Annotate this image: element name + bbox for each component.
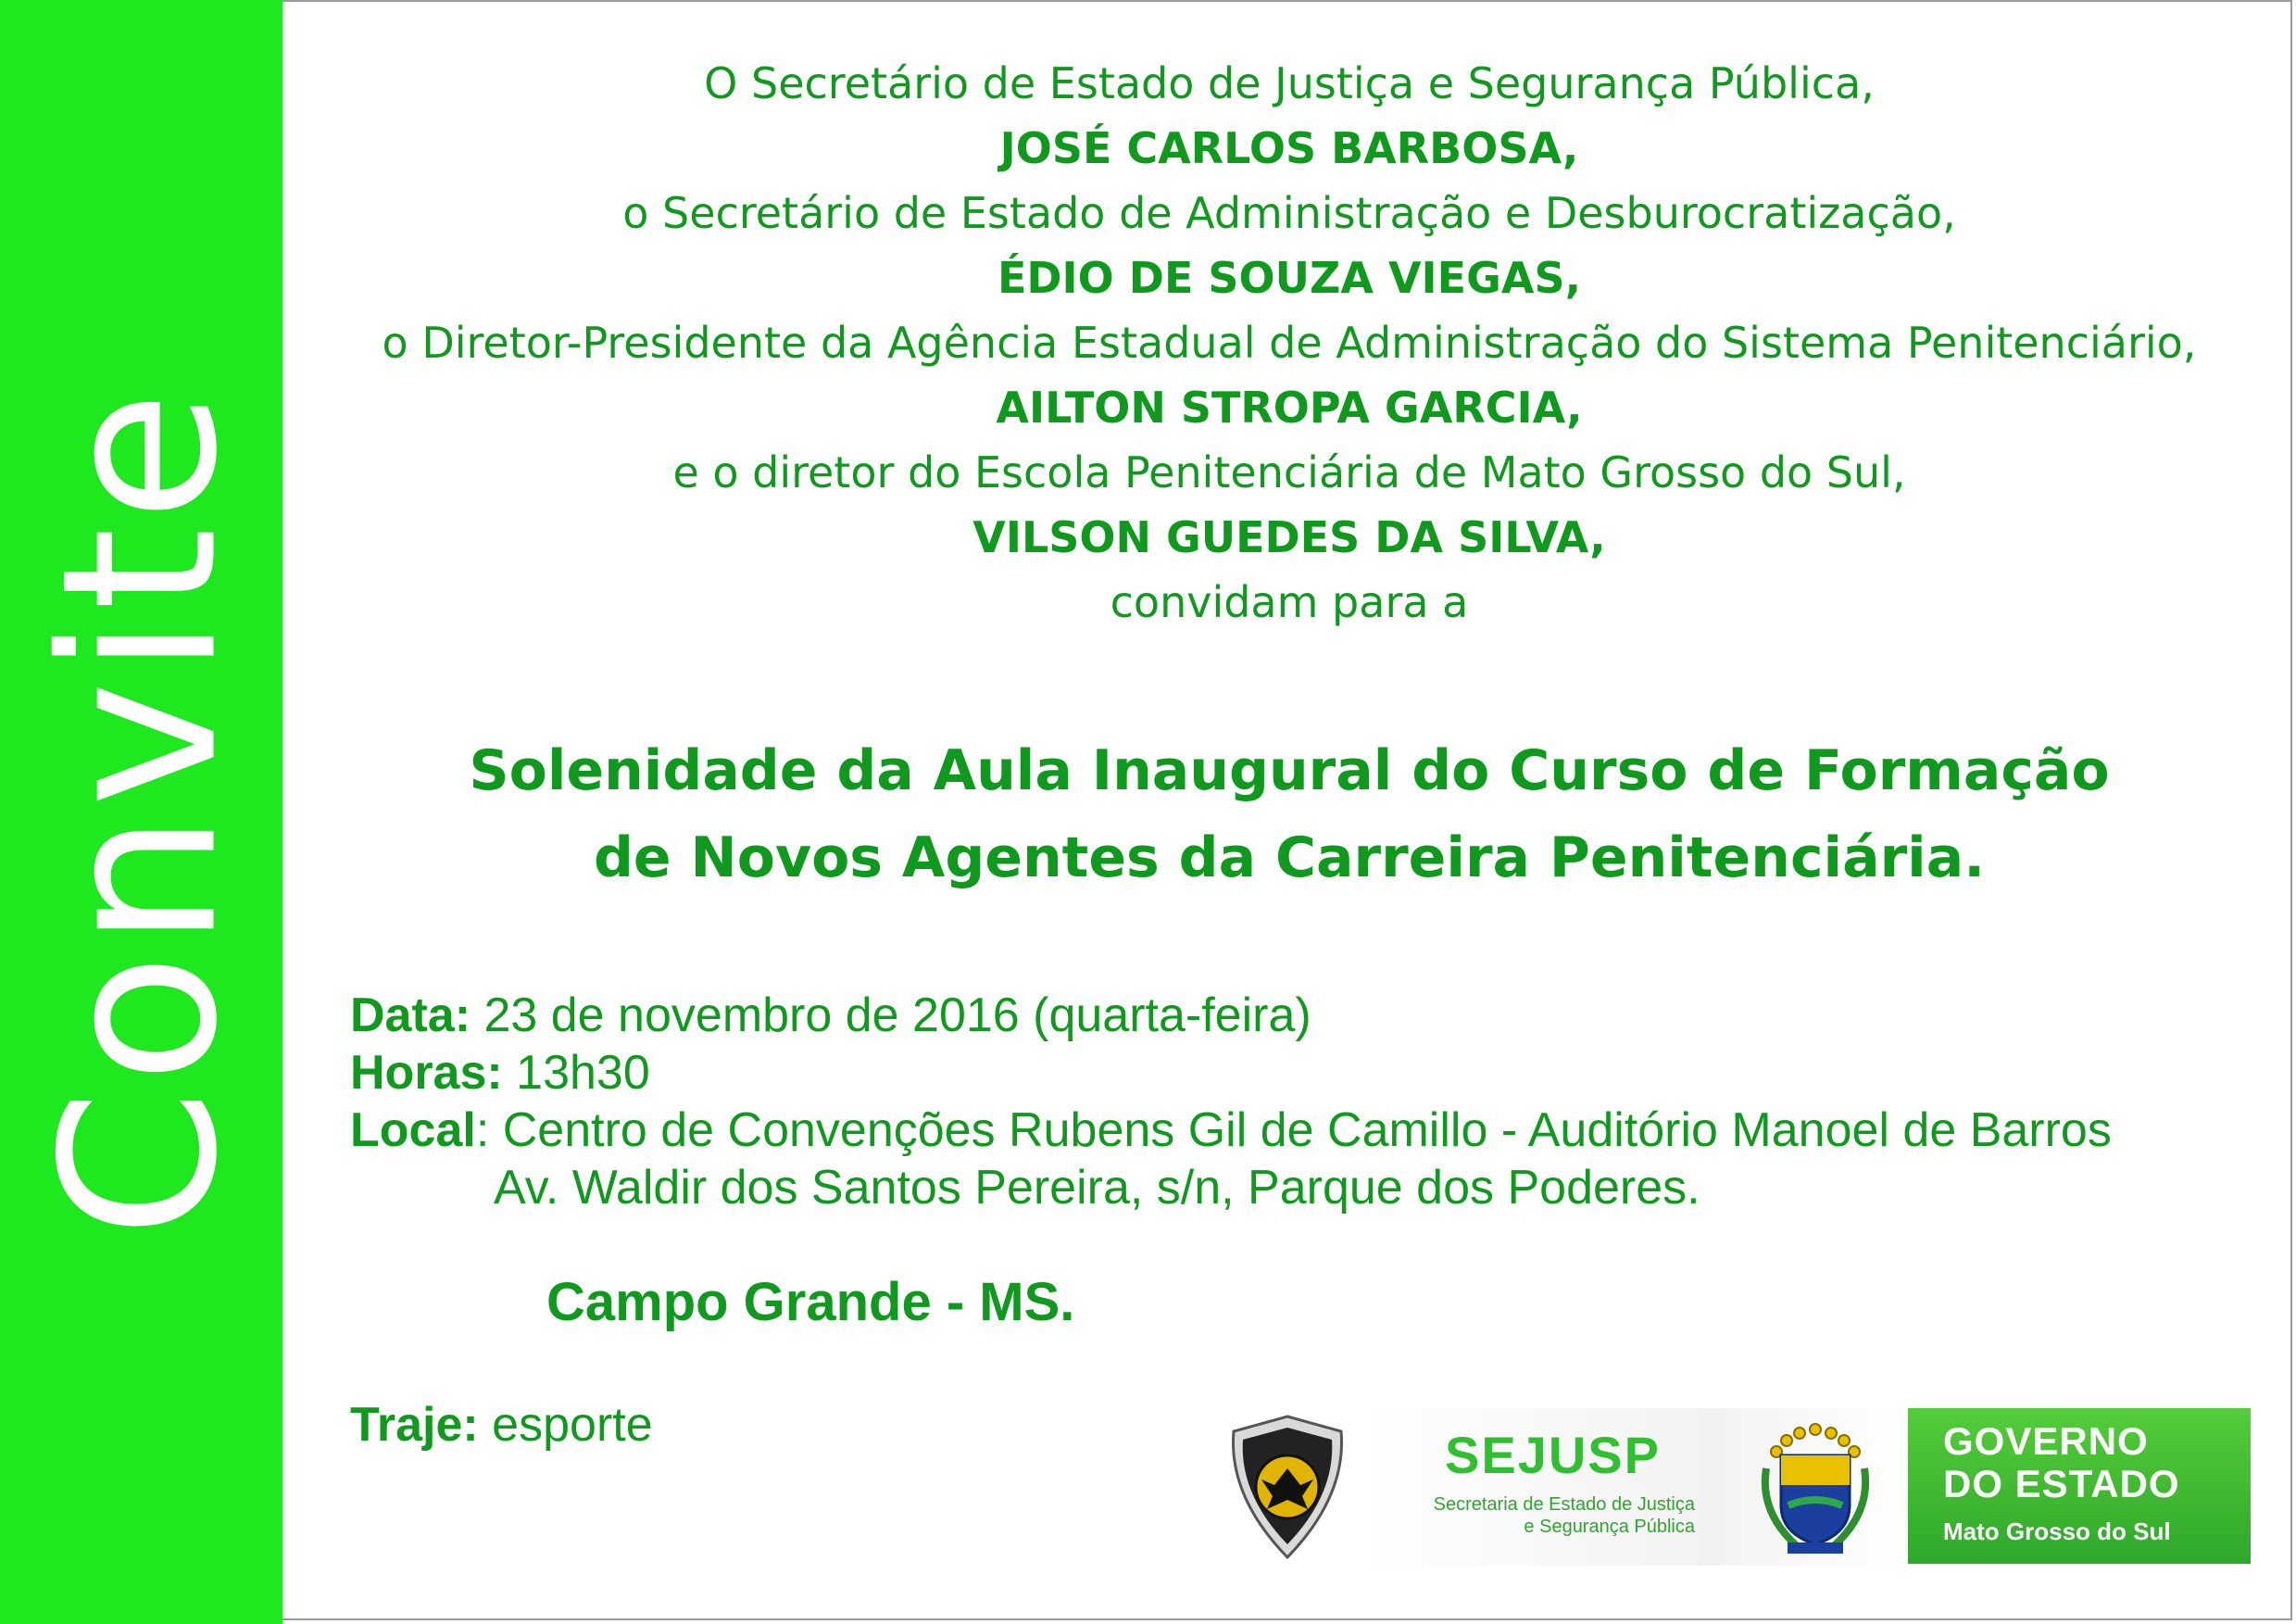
date-row: [350, 987, 2112, 1044]
dress-label: Traje:: [350, 1398, 479, 1452]
address: Av. Waldir dos Santos Pereira, s/n, Parque dos Poderes.: [494, 1161, 1700, 1215]
side-title: Convite: [17, 384, 265, 1239]
time-value: 13h30: [502, 1046, 650, 1100]
intro-name: ÉDIO DE SOUZA VIEGAS,: [997, 253, 1582, 303]
time-label: Horas:: [350, 1046, 503, 1100]
sejusp-name: SEJUSP: [1445, 1426, 1661, 1484]
logo-strip: [1223, 1408, 2251, 1566]
intro-line: O Secretário de Estado de Justiça e Segurança Pública,: [704, 58, 1875, 108]
place-label: Local: [350, 1103, 476, 1157]
governo-line: GOVERNO: [1943, 1419, 2149, 1463]
place-value: : Centro de Convenções Rubens Gil de Camillo - Auditório Manoel de Barros: [475, 1103, 2112, 1157]
intro-line: o Diretor-Presidente da Agência Estadual de Administração do Sistema Penitenciário,: [382, 318, 2197, 368]
event-title-line: de Novos Agentes da Carreira Penitenciária.: [593, 825, 1986, 890]
sejusp-subtitle-line: e Segurança Pública: [1524, 1517, 1695, 1537]
sejusp-subtitle-line: Secretaria de Estado de Justiça: [1433, 1494, 1695, 1515]
coat-of-arms-logo: [1746, 1413, 1885, 1561]
city: Campo Grande - MS.: [546, 1272, 1075, 1332]
penitentiary-badge-logo: [1223, 1413, 1352, 1561]
governo-line: DO ESTADO: [1943, 1462, 2180, 1505]
sejusp-logo: [1361, 1408, 1718, 1566]
event-details: [350, 987, 2112, 1216]
dress-code: [350, 1397, 653, 1453]
governo-state: Mato Grosso do Sul: [1943, 1517, 2171, 1545]
intro-line: convidam para a: [1110, 577, 1469, 627]
date-value: 23 de novembro de 2016 (quarta-feira): [470, 988, 1311, 1042]
sejusp-subtitle: [1434, 1493, 1695, 1538]
intro-name: JOSÉ CARLOS BARBOSA,: [999, 123, 1579, 173]
intro-name: VILSON GUEDES DA SILVA,: [972, 512, 1606, 562]
event-title: [282, 727, 2296, 901]
time-row: [350, 1044, 2112, 1102]
side-band: [0, 0, 282, 1624]
governo-logo: [1908, 1408, 2251, 1564]
place-row: [350, 1102, 2112, 1159]
intro-line: e o diretor do Escola Penitenciária de Mato Grosso do Sul,: [672, 447, 1906, 497]
dress-value: esporte: [478, 1398, 653, 1452]
invitation-intro: [282, 51, 2296, 635]
date-label: Data:: [350, 988, 471, 1042]
intro-name: AILTON STROPA GARCIA,: [996, 383, 1583, 433]
intro-line: o Secretário de Estado de Administração e Desburocratização,: [622, 188, 1956, 238]
event-title-line: Solenidade da Aula Inaugural do Curso de Formação: [469, 738, 2110, 803]
